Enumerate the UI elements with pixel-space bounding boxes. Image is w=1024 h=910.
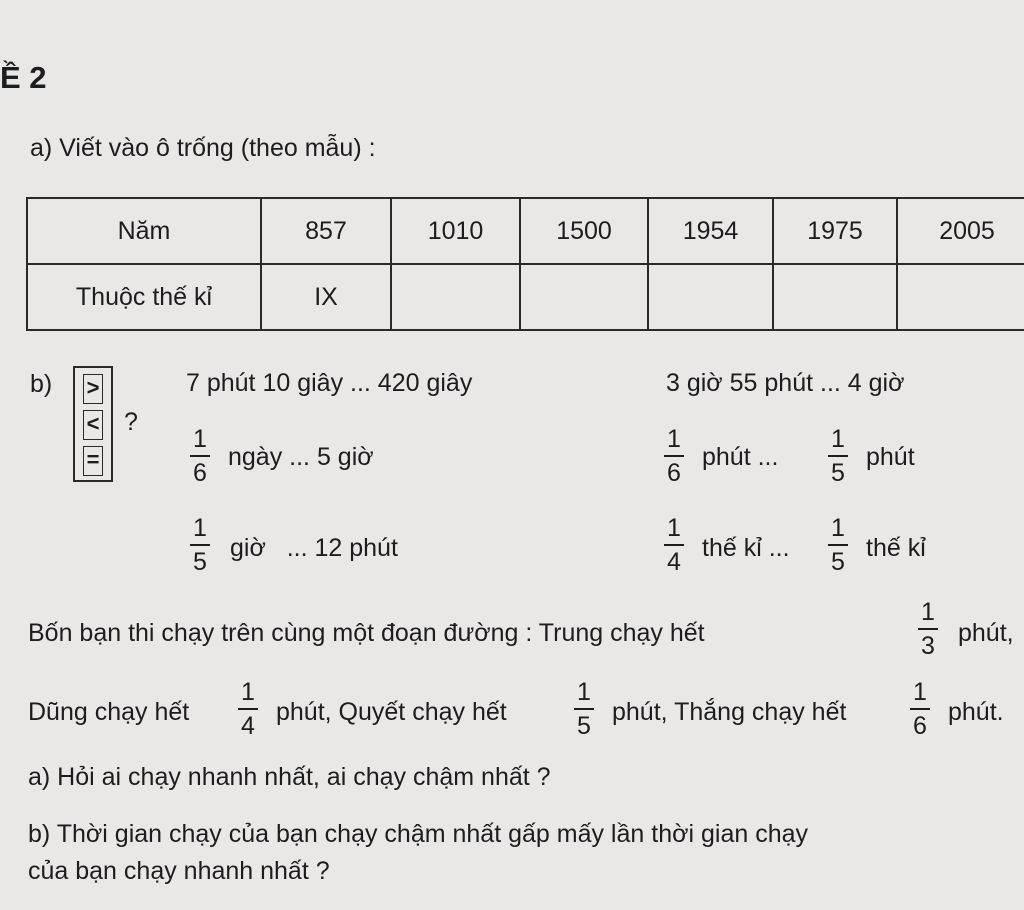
- table-cell-header: Năm: [27, 198, 261, 264]
- fraction-one-fifth: 1 5: [190, 514, 210, 576]
- fraction-one-fifth: 1 5: [828, 514, 848, 576]
- table-cell-year: 857: [261, 198, 391, 264]
- comparison-symbols-box: [73, 366, 113, 482]
- compare-item-6-mid: thế kỉ ...: [702, 534, 790, 562]
- table-row-years: [27, 198, 1024, 264]
- question-a: a) Hỏi ai chạy nhanh nhất, ai chạy chậm nhất ?: [28, 763, 551, 791]
- problem-line-2b: phút, Quyết chạy hết: [276, 698, 507, 726]
- part-b-label: b): [30, 370, 53, 398]
- part-a-instruction: a) Viết vào ô trống (theo mẫu) :: [30, 134, 376, 162]
- table-cell-year: 1010: [391, 198, 520, 264]
- table-cell-century-blank[interactable]: [897, 264, 1024, 330]
- year-century-table: [26, 197, 1024, 331]
- greater-than-symbol: >: [83, 374, 103, 404]
- less-than-symbol: <: [83, 410, 103, 440]
- fraction-one-sixth: 1 6: [190, 425, 210, 487]
- fraction-one-sixth: 1 6: [910, 678, 930, 740]
- fraction-one-sixth: 1 6: [664, 425, 684, 487]
- table-cell-century-blank[interactable]: [520, 264, 648, 330]
- table-cell-header: Thuộc thế kỉ: [27, 264, 261, 330]
- table-cell-century-blank[interactable]: [391, 264, 520, 330]
- compare-item-5-text: giờ ... 12 phút: [230, 534, 398, 562]
- problem-line-2c: phút, Thắng chạy hết: [612, 698, 847, 726]
- problem-line-2d: phút.: [948, 698, 1004, 726]
- fraction-one-third: 1 3: [918, 598, 938, 660]
- compare-item-4-end: phút: [866, 443, 915, 471]
- table-cell-century-blank[interactable]: [648, 264, 773, 330]
- table-cell-year: 1975: [773, 198, 897, 264]
- exercise-heading: Ề 2: [0, 60, 47, 95]
- problem-line-1: Bốn bạn thi chạy trên cùng một đoạn đường : Trung chạy hết: [28, 619, 705, 647]
- table-cell-year: 1500: [520, 198, 648, 264]
- compare-item-6-end: thế kỉ: [866, 534, 926, 562]
- fraction-one-fifth: 1 5: [828, 425, 848, 487]
- question-mark: ?: [124, 408, 138, 436]
- question-b-line-1: b) Thời gian chạy của bạn chạy chậm nhất gấp mấy lần thời gian chạy: [28, 820, 809, 848]
- equals-symbol: =: [83, 446, 103, 476]
- compare-item-3-text: ngày ... 5 giờ: [228, 443, 374, 471]
- table-cell-year: 1954: [648, 198, 773, 264]
- compare-item-1: 7 phút 10 giây ... 420 giây: [186, 369, 473, 397]
- problem-line-1-end: phút,: [958, 619, 1014, 647]
- compare-item-2: 3 giờ 55 phút ... 4 giờ: [666, 369, 905, 397]
- table-row-centuries: [27, 264, 1024, 330]
- fraction-one-fourth: 1 4: [238, 678, 258, 740]
- table-cell-year: 2005: [897, 198, 1024, 264]
- fraction-one-fifth: 1 5: [574, 678, 594, 740]
- table-cell-century-blank[interactable]: [773, 264, 897, 330]
- question-b-line-2: của bạn chạy nhanh nhất ?: [28, 857, 330, 885]
- problem-line-2a: Dũng chạy hết: [28, 698, 190, 726]
- fraction-one-fourth: 1 4: [664, 514, 684, 576]
- compare-item-4-mid: phút ...: [702, 443, 779, 471]
- table-cell-century: IX: [261, 264, 391, 330]
